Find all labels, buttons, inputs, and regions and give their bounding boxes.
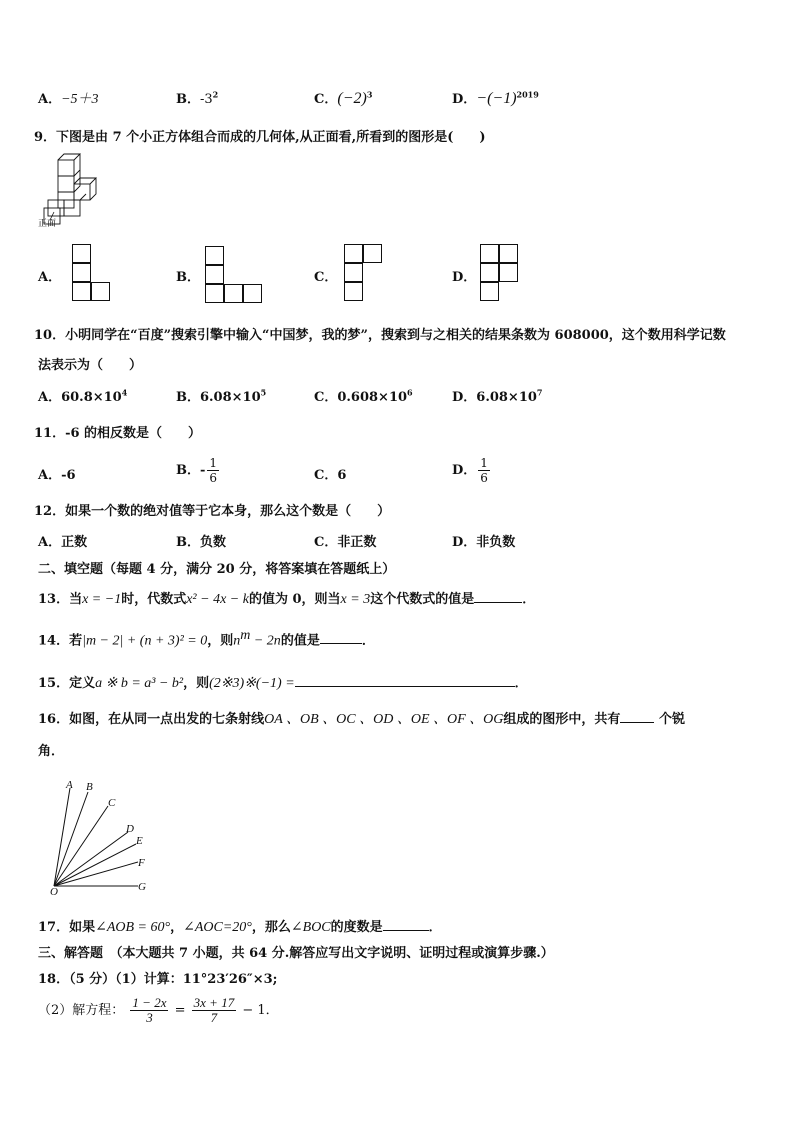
q12-option-d[interactable]: D．非负数 xyxy=(452,535,516,550)
square xyxy=(363,244,382,263)
q12-option-c[interactable]: C．非正数 xyxy=(314,535,377,550)
section-3-heading: 三、解答题 （本大题共 7 小题，共 64 分.解答应写出文字说明、证明过程或演算步骤.） xyxy=(38,946,554,961)
square xyxy=(72,282,91,301)
q12-option-a[interactable]: A．正数 xyxy=(38,535,88,550)
fraction: $\frac{1}{6}$ xyxy=(209,456,218,485)
square xyxy=(344,282,363,301)
square xyxy=(72,244,91,263)
q18-line2: （2）解方程： $\frac{1 - 2x}{3}$ = $\frac{3x + 17}{7}$ − 1． xyxy=(38,995,279,1025)
label-g: G xyxy=(138,881,146,893)
ray-oc xyxy=(54,806,108,886)
square xyxy=(205,284,224,303)
label-o: O xyxy=(50,886,58,896)
fraction: $\frac{1}{6}$ xyxy=(480,456,488,485)
front-label: 正面 xyxy=(38,219,57,229)
section-2-heading: 二、填空题（每题 4 分，满分 20 分，将答案填在答题纸上） xyxy=(38,562,396,577)
square xyxy=(344,244,363,263)
q16-rays-figure xyxy=(44,776,164,896)
answer-blank[interactable] xyxy=(295,674,515,687)
label-b: B xyxy=(86,781,93,793)
ray-oe xyxy=(54,844,136,886)
square xyxy=(243,284,262,303)
q9-stem: 9．下图是由 7 个小正方体组合而成的几何体,从正面看,所看到的图形是( ) xyxy=(34,130,486,145)
q17: 17．如果∠AOB = 60°，∠AOC=20°，那么∠BOC的度数是 ． xyxy=(38,920,442,935)
answer-blank[interactable] xyxy=(383,918,429,931)
q15: 15．定义a ※ b = a³ − b²，则(2※3)※(−1) = ． xyxy=(38,676,528,691)
q10-option-b[interactable]: B．$6.08\times 10^5$ xyxy=(176,387,267,405)
answer-blank[interactable] xyxy=(474,590,522,603)
square xyxy=(499,244,518,263)
q11-option-d[interactable]: D． $\frac{1}{6}$ xyxy=(452,456,488,485)
q8-option-c[interactable]: C．$(-2)^3$ xyxy=(314,89,373,107)
square xyxy=(205,246,224,265)
fraction-right: $\frac{3x + 17}{7}$ xyxy=(193,995,235,1025)
ray-oa xyxy=(54,788,70,886)
q8-option-a[interactable]: A．−5＋3 xyxy=(38,92,99,107)
ray-of xyxy=(54,862,138,886)
square xyxy=(480,282,499,301)
label-a: A xyxy=(66,779,73,791)
square xyxy=(499,263,518,282)
q16-line1: 16．如图，在从同一点出发的七条射线OA 、OB 、OC 、OD 、OE 、OF 、OG组成的图形中，共有 个锐 xyxy=(38,712,685,727)
q10-stem-line2: 法表示为（ ） xyxy=(38,358,143,373)
q10-stem-line1: 10．小明同学在“百度”搜索引擎中输入“中国梦，我的梦”，搜索到与之相关的结果条数为 608000，这个数用科学记数 xyxy=(34,328,726,343)
square xyxy=(224,284,243,303)
q10-option-c[interactable]: C．$0.608\times 10^6$ xyxy=(314,387,413,405)
square xyxy=(91,282,110,301)
q9-option-b-label[interactable]: B． xyxy=(176,270,200,285)
square xyxy=(205,265,224,284)
q14: 14．若|m − 2| + (n + 3)² = 0，则$n^m - 2n$的值是 ． xyxy=(38,628,375,649)
label-d: D xyxy=(126,823,134,835)
answer-blank[interactable] xyxy=(620,710,654,723)
q16-line2: 角． xyxy=(38,744,65,759)
q11-option-c[interactable]: C．6 xyxy=(314,468,347,483)
ray-od xyxy=(54,832,128,886)
square xyxy=(480,263,499,282)
square xyxy=(480,244,499,263)
q8-option-d[interactable]: D．$-(-1)^{2019}$ xyxy=(452,89,539,107)
q10-option-d[interactable]: D．$6.08\times 10^7$ xyxy=(452,387,543,405)
q11-stem: 11．-6 的相反数是（ ） xyxy=(34,426,202,441)
q9-option-d-label[interactable]: D． xyxy=(452,270,477,285)
q11-option-a[interactable]: A．-6 xyxy=(38,468,76,483)
q9-option-a-label[interactable]: A． xyxy=(38,270,62,285)
square xyxy=(72,263,91,282)
q12-stem: 12．如果一个数的绝对值等于它本身，那么这个数是（ ） xyxy=(34,504,391,519)
q13: 13．当x = −1时，代数式x² − 4x − k的值为 0，则当x = 3这个代数式的值是 ． xyxy=(38,592,536,607)
q9-option-c-label[interactable]: C． xyxy=(314,270,338,285)
ray-ob xyxy=(54,792,88,886)
label-f: F xyxy=(138,857,145,869)
square xyxy=(344,263,363,282)
answer-blank[interactable] xyxy=(320,631,362,644)
q12-option-b[interactable]: B．负数 xyxy=(176,535,226,550)
label-e: E xyxy=(136,835,143,847)
q11-option-b[interactable]: B．- $\frac{1}{6}$ xyxy=(176,456,218,485)
q10-option-a[interactable]: A．$60.8\times 10^4$ xyxy=(38,387,128,405)
q8-option-b[interactable]: B．$-3^2$ xyxy=(176,89,219,107)
q18-line1: 18．（5 分）（1）计算：11°23′26″×3; xyxy=(38,972,278,987)
label-c: C xyxy=(108,797,116,809)
fraction-left: $\frac{1 - 2x}{3}$ xyxy=(132,995,167,1025)
